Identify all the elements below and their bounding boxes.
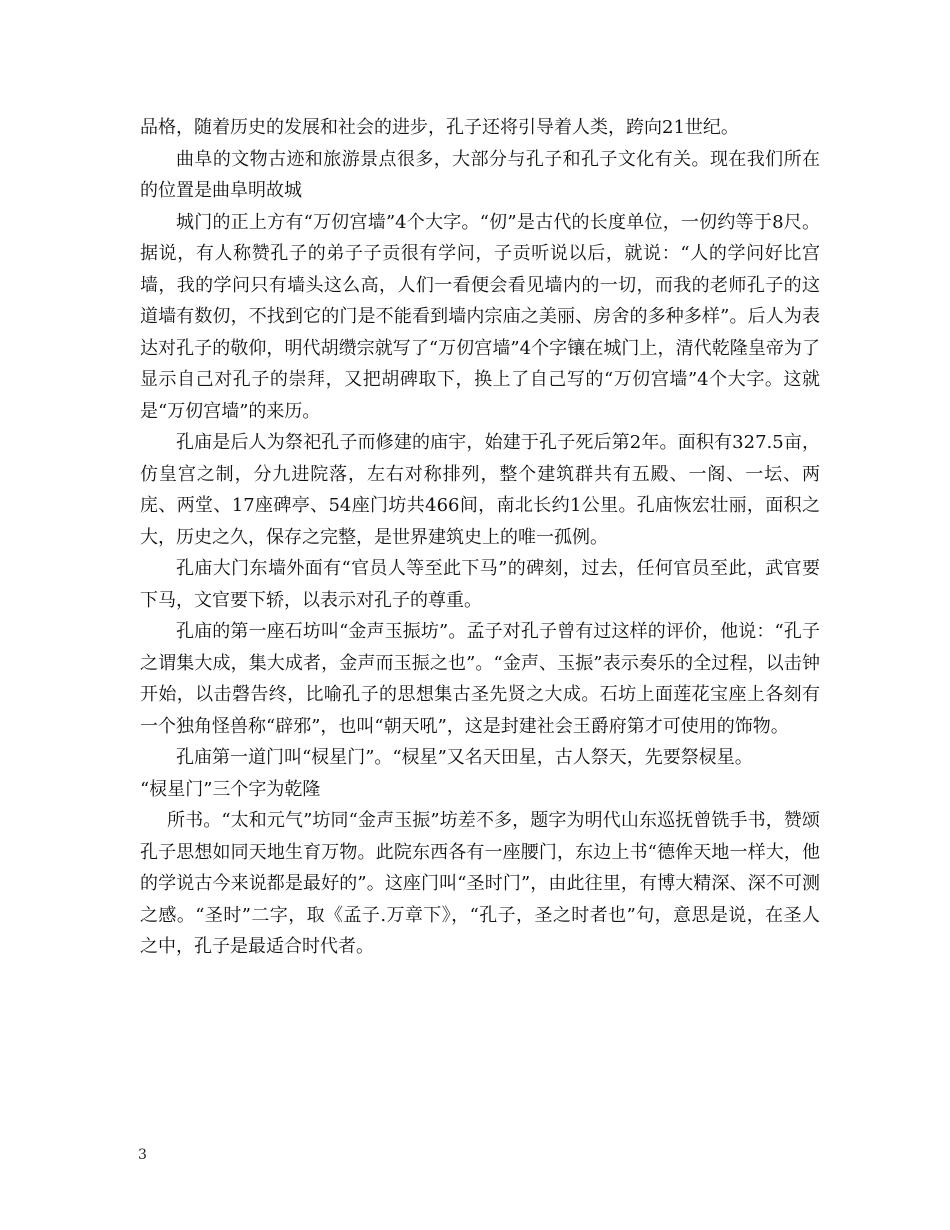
- paragraph-3: 城门的正上方有“万仞宫墙”4个大字。“仞”是古代的长度单位，一仞约等于8尺。据说，有人称赞孔子的弟子子贡很有学问，子贡听说以后，就说：“人的学问好比宫墙，我的学问只有墙头这么高，人们一看便会看见墙内的一切，而我的老师孔子的这道墙有数仞，不找到它的门是不能看到墙内宗庙之美丽、房舍的多种多样”。后人为表达对孔子的敬仰，明代胡缵宗就写了“万仞宫墙”4个字镶在城门上，清代乾隆皇帝为了显示自己对孔子的崇拜，又把胡碑取下，换上了自己写的“万仞宫墙”4个大字。这就是“万仞宫墙”的来历。: [140, 211, 820, 422]
- paragraph-7: 孔庙第一道门叫“棂星门”。“棂星”又名天田星，古人祭天，先要祭棂星。: [176, 747, 753, 768]
- paragraph-8: “棂星门”三个字为乾隆: [140, 778, 321, 800]
- paragraph-9: 所书。“太和元气”坊同“金声玉振”坊差不多，题字为明代山东巡抚曾铣手书，赞颂孔子思想如同天地生育万物。此院东西各有一座腰门，东边上书“德侔天地一样大，他的学说古今来说都是最好的”。这座门叫“圣时门”，由此往里，有博大精深、深不可测之感。“圣时”二字，取《孟子.万章下》，“孔子，圣之时者也”句，意思是说，在圣人之中，孔子是最适合时代者。: [140, 810, 820, 957]
- paragraph-1: 品格，随着历史的发展和社会的进步，孔子还将引导着人类，跨向21世纪。: [140, 117, 739, 138]
- document-body: [140, 112, 820, 963]
- paragraph-6: 孔庙的第一座石坊叫“金声玉振坊”。孟子对孔子曾有过这样的评价，他说：“孔子之谓集大成，集大成者，金声而玉振之也”。“金声、玉振”表示奏乐的全过程，以击钟开始，以击磬告终，比喻孔子的思想集古圣先贤之大成。石坊上面莲花宝座上各刻有一个独角怪兽称“辟邪”，也叫“朝天吼”，这是封建社会王爵府第才可使用的饰物。: [140, 621, 820, 737]
- paragraph-4: 孔庙是后人为祭祀孔子而修建的庙宇，始建于孔子死后第2年。面积有327.5亩，仿皇宫之制，分九进院落，左右对称排列，整个建筑群共有五殿、一阁、一坛、两庑、两堂、17座碑亭、54座门坊共466间，南北长约1公里。孔庙恢宏壮丽，面积之大，历史之久，保存之完整，是世界建筑史上的唯一孤例。: [140, 432, 820, 548]
- paragraph-2: 曲阜的文物古迹和旅游景点很多，大部分与孔子和孔子文化有关。现在我们所在的位置是曲阜明故城: [140, 148, 820, 201]
- paragraph-5: 孔庙大门东墙外面有“官员人等至此下马”的碑刻，过去，任何官员至此，武官要下马，文官要下轿，以表示对孔子的尊重。: [140, 558, 820, 611]
- page-number: 3: [138, 1147, 147, 1163]
